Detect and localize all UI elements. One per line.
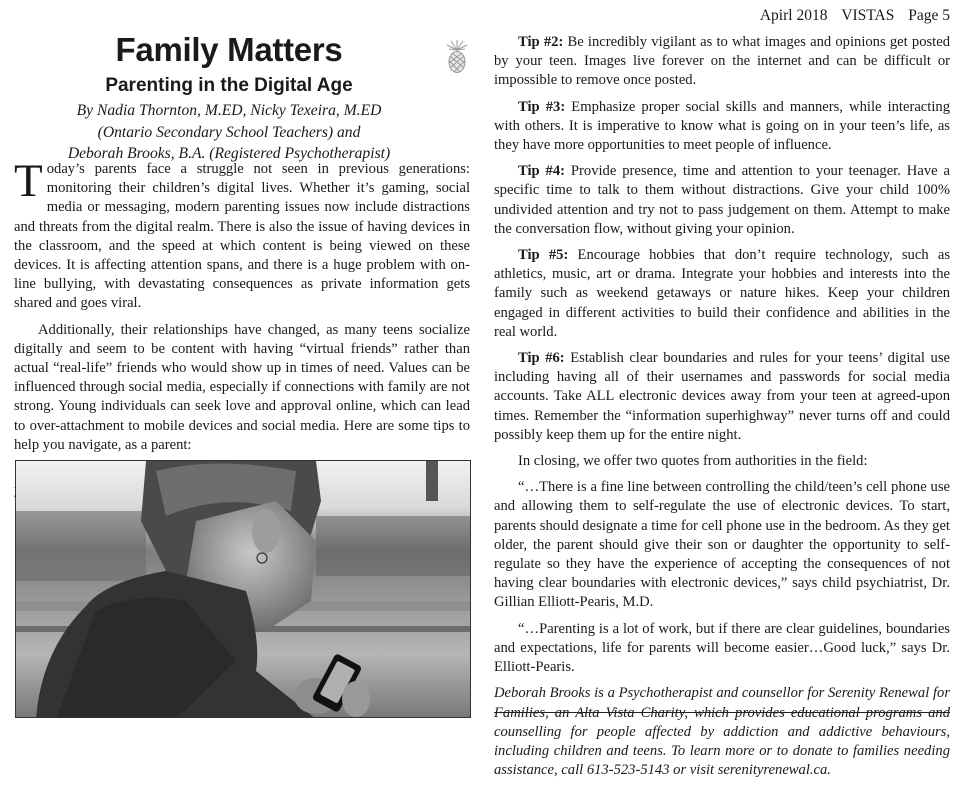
byline-line: (Ontario Secondary School Teachers) and [97,123,361,141]
byline-line: By Nadia Thornton, M.ED, Nicky Texeira, M.ED [76,102,382,119]
article-subheadline: Parenting in the Digital Age [105,75,353,96]
tip-text: Provide presence, time and attention to your teenager. Have a specific time to talk to them without distractions. Give your child 100% undivided attention and try not to pass judgement on them. Attempt to make the conversation flow, without giving your opinion. [494,163,950,237]
author-bio: Deborah Brooks is a Psychotherapist and counsellor for Serenity Renewal for Families, an Alta Vista Charity, which provides educational programs and counselling for people affected by addiction and addictive behaviours, including children and teens. To learn more or to donate to families needing assistance, call 613-523-5143 or visit serenityrenewal.ca. [494,685,950,779]
article-left-body [14,155,470,507]
tip-2 [494,33,950,91]
article-right-body [494,33,950,787]
intro-paragraph [14,155,470,314]
tip-6 [494,349,950,445]
tip-text: Emphasize proper social skills and manners, while interacting with others. It is imperative to know what is going on in your teen’s life, as they have more opportunities to meet people of influence. [494,98,950,154]
tip-label: Tip #3: [518,98,566,115]
tip-text: Be incredibly vigilant as to what images and opinions get posted by your teen. Images live forever on the internet and can be difficult or impossible to remove once posted. [494,34,950,89]
page-number: Page 5 [908,7,950,24]
tip-label: Tip #6: [518,350,565,367]
photo-illustration [16,461,471,718]
tip-label: Tip #2: [518,34,564,50]
tip-5 [494,246,950,342]
article-byline [14,100,444,165]
tip-3 [494,98,950,156]
tip-label: Tip #4: [518,163,566,180]
pineapple-icon [442,38,472,74]
article-headline: Family Matters [115,31,343,68]
paragraph-relationships: Additionally, their relationships have changed, as many teens socialize digitally and seem to be content with having “virtual friends” rather than actual “real-life” friends who would show up in times of need. Values can be influenced through social media, especially if connections with family are not strong. Young individuals can seek love and approval online, which can lead to over-attachment to mobile devices and social media. Here are some tips to help you navigate, as a parent: [14,321,470,453]
article-photo-teen-with-phone [15,460,471,718]
tip-text: Establish clear boundaries and rules for your teens’ digital use including having all of their usernames and passwords for social media accounts. Take ALL electronic devices away from your teen at agreed-upon times. Remember the “information superhighway” never turns off and could possibly keep them up for the entire night. [494,350,950,443]
tip-label: Tip #5: [518,247,569,264]
tip-4 [494,162,950,239]
issue-date: Apirl 2018 [759,7,828,24]
intro-text: oday’s parents face a struggle not seen in previous generations: monitoring their children’s digital lives. Whether it’s gaming, social media or messaging, modern parenting issues now include distractions and threats from the digital realm. There is also the issue of having devices in the classroom, and the speed at which content is being viewed on these devices. It is affecting attention spans, and there is a huge problem with on-line bullying, with devastating consequences as private information gets shared and goes viral. [14,161,470,312]
publication-name: VISTAS [841,7,895,24]
closing-intro: In closing, we offer two quotes from authorities in the field: [518,453,868,470]
drop-cap: T [14,155,43,207]
byline-line: Deborah Brooks, B.A. (Registered Psychotherapist) [67,145,391,162]
quote-1: “…There is a fine line between controlling the child/teen’s cell phone use and allowing them to self-regulate the use of electronic devices. To start, parents should designate a time for cell phone use in the bedroom. As they get older, the parent should give their son or daughter the opportunity to self-regulate so they have the experience of accepting the consequences of not having clear boundaries with electronic devices,” says child psychiatrist, Dr. Gillian Elliott-Pearis, M.D. [494,479,950,611]
bottom-rule-divider [494,712,950,713]
page-folio [760,7,950,25]
quote-2: “…Parenting is a lot of work, but if there are clear guidelines, boundaries and expectations, life for parents will become easier…Good luck,” says Dr. Elliott-Pearis. [494,620,950,676]
tip-text: Encourage hobbies that don’t require technology, such as athletics, music, art or drama. Integrate your hobbies and interests into the family such as weekend getaways or nature hikes. Keep your children engaged in different activities to build their confidence and abilities in the real world. [494,247,950,340]
